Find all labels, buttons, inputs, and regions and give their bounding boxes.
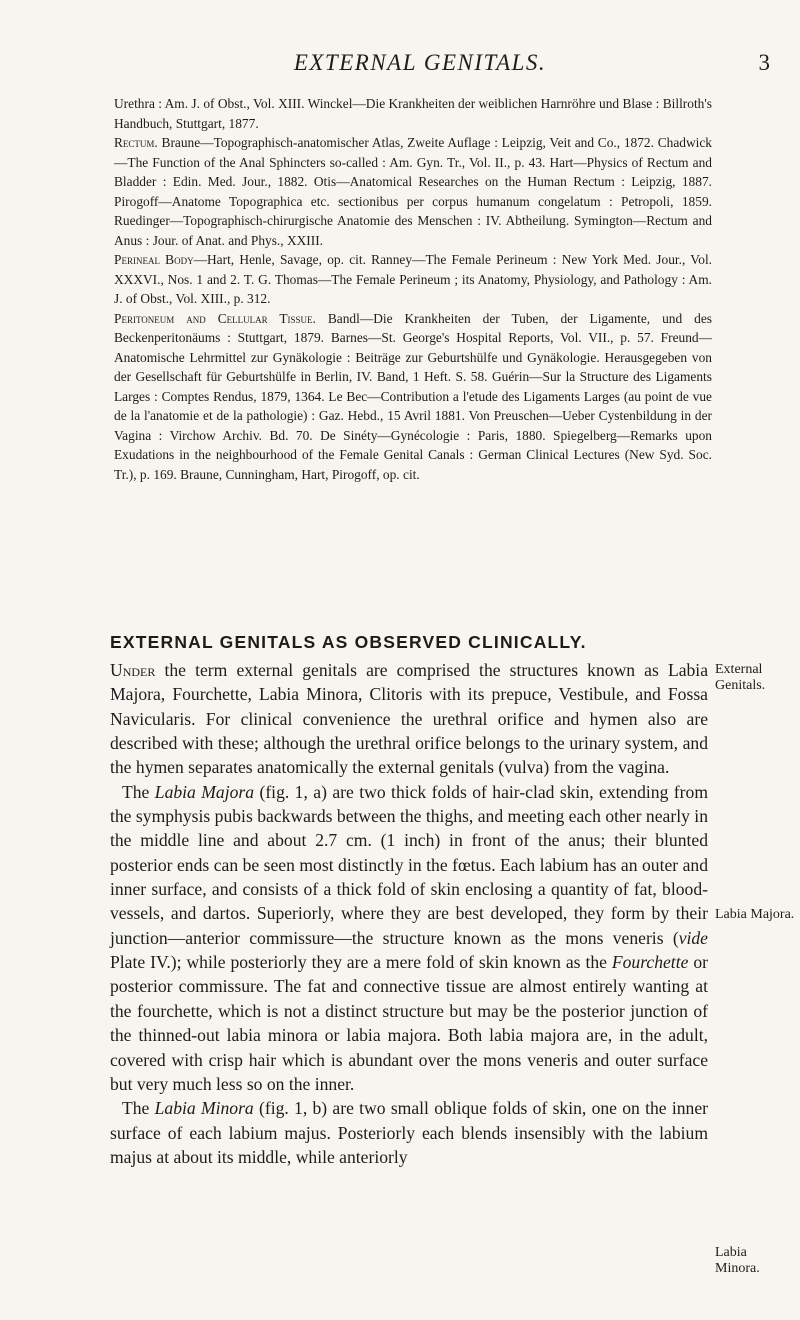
term-vide: vide [678, 927, 708, 948]
paragraph-labia-majora [110, 780, 708, 1096]
p2-a: The [122, 781, 150, 802]
paragraph-labia-minora [110, 1096, 708, 1169]
biblio-rectum-text: Braune—Topographisch-anatomischer Atlas, Zweite Auflage : Leipzig, Veit and Co., 1872. Chadwick—The Function of the Anal Sphincters so-called : Am. Gyn. Tr., Vol. II., p. 43. Hart—Physics of Rectum and Bladder : Edin. Med. Jour., 1882. Otis—Anatomical Researches on the Human Rectum : Leipzig, 1887. Pirogoff—Anatome Topographica etc. sectionibus per corpus humanum congelatum : Petropoli, 1859. Ruedinger—Topographisch-chirurgische Anatomie des Menschen : IV. Abtheilung. Symington—Rectum and Anus : Jour. of Anat. and Phys., XXIII. [114, 135, 712, 248]
biblio-perineal-head: Perineal Body— [114, 252, 208, 267]
biblio-peritoneum-text: Bandl—Die Krankheiten der Tuben, der Ligamente, und des Beckenperitonäums : Stuttgart, 1879. Barnes—St. George's Hospital Reports, Vol. VII., p. 57. Freund—Anatomische Lehrmittel zur Gynäkologie : Beiträge zur Geburtshülfe und Gynäkologie. Herausgegeben von der Gesellschaft für Geburtshülfe in Berlin, IV. Band, 1 Heft. S. 58. Guérin—Sur la Structure des Ligaments Larges : Comptes Rendus, 1879, 1364. Le Bec—Contribution a l'etude des Ligaments Larges (au point de vue de la l'anatomie et de la pathologie) : Gaz. Hebd., 15 Avril 1881. Von Preuschen—Ueber Cystenbildung in der Vagina : Virchow Archiv. Bd. 70. De Sinéty—Gynécologie : Paris, 1880. Spiegelberg—Remarks upon Exudations in the neighbourhood of the Female Genital Canals : German Clinical Lectures (New Syd. Soc. Tr.), p. 169. Braune, Cunningham, Hart, Pirogoff, op. cit. [114, 310, 712, 482]
biblio-peritoneum-head: Peritoneum and Cellular Tissue. [114, 310, 316, 326]
body-text [110, 658, 708, 1169]
biblio-peritoneum [114, 309, 712, 485]
p2-b: (fig. 1, a) are two thick folds of hair-clad skin, extending from the symphysis pubis backwards between the thighs, and meeting each other nearly in the middle line and about 2.7 cm. (1 inch) in front of the anus; their blunted posterior ends can be seen most distinctly in the fœtus. Each labium has an outer and inner surface, and consists of a thick fold of skin enclosing a quantity of fat, blood-vessels, and dartos. Superiorly, where they are best developed, they form by their junction—anterior commissure—the structure known as the mons veneris ( [110, 781, 709, 948]
biblio-perineal-text: Hart, Henle, Savage, op. cit. Ranney—The Female Perineum : New York Med. Jour., Vol. XXXVI., Nos. 1 and 2. T. G. Thomas—The Female Perineum ; its Anatomy, Physiology, and Pathology : Am. J. of Obst., Vol. XIII., p. 312. [114, 252, 713, 306]
paragraph-intro [110, 658, 708, 780]
biblio-rectum-head: Rectum. [114, 135, 158, 150]
page-number: 3 [758, 50, 770, 75]
p3-a: The [122, 1098, 150, 1119]
term-fourchette: Fourchette [611, 952, 689, 973]
p2-d: or posterior commissure. The fat and connective tissue are almost entirely wanting at the fourchette, which is not a distinct structure but may be the posterior junction of the thinned-out labia minora or labia majora. Both labia majora are, in the adult, covered with crisp hair which is abundant over the mons veneris and outer surface but very much less so on the inner. [110, 952, 708, 1094]
term-labia-majora: Labia Majora [154, 781, 255, 802]
term-labia-minora: Labia Minora [154, 1098, 254, 1119]
biblio-urethra: Urethra : Am. J. of Obst., Vol. XIII. Winckel—Die Krankheiten der weiblichen Harnröhre und Blase : Billroth's Handbuch, Stuttgart, 1877. [114, 96, 712, 131]
margin-note-labia-minora: Labia Minora. [715, 1245, 760, 1276]
p3-b: (fig. 1, b) are two small oblique folds of skin, one on the inner surface of each labium majus. Posteriorly each blends insensibly with the labium majus at about its middle, while anteriorly [110, 1098, 708, 1167]
section-heading: EXTERNAL GENITALS AS OBSERVED CLINICALLY. [110, 632, 587, 652]
page-header [110, 50, 770, 80]
margin-note-external-genitals: External Genitals. [715, 662, 766, 693]
margin-note-labia-majora: Labia Majora. [715, 907, 795, 922]
running-title: EXTERNAL GENITALS. [293, 50, 547, 75]
biblio-perineal [114, 250, 712, 309]
bibliography [114, 94, 712, 484]
lead-word: Under [110, 660, 156, 680]
paragraph-intro-text: the term external genitals are comprised the structures known as Labia Majora, Fourchette, Labia Minora, Clitoris with its prepuce, Vestibule, and Fossa Navicularis. For clinical convenience the urethral orifice and hymen also are described with these; although the urethral orifice belongs to the urinary system, and the hymen separates anatomically the external genitals (vulva) from the vagina. [110, 660, 708, 778]
p2-c: Plate IV.); while posteriorly they are a mere fold of skin known as the [110, 952, 607, 973]
biblio-rectum [114, 133, 712, 250]
